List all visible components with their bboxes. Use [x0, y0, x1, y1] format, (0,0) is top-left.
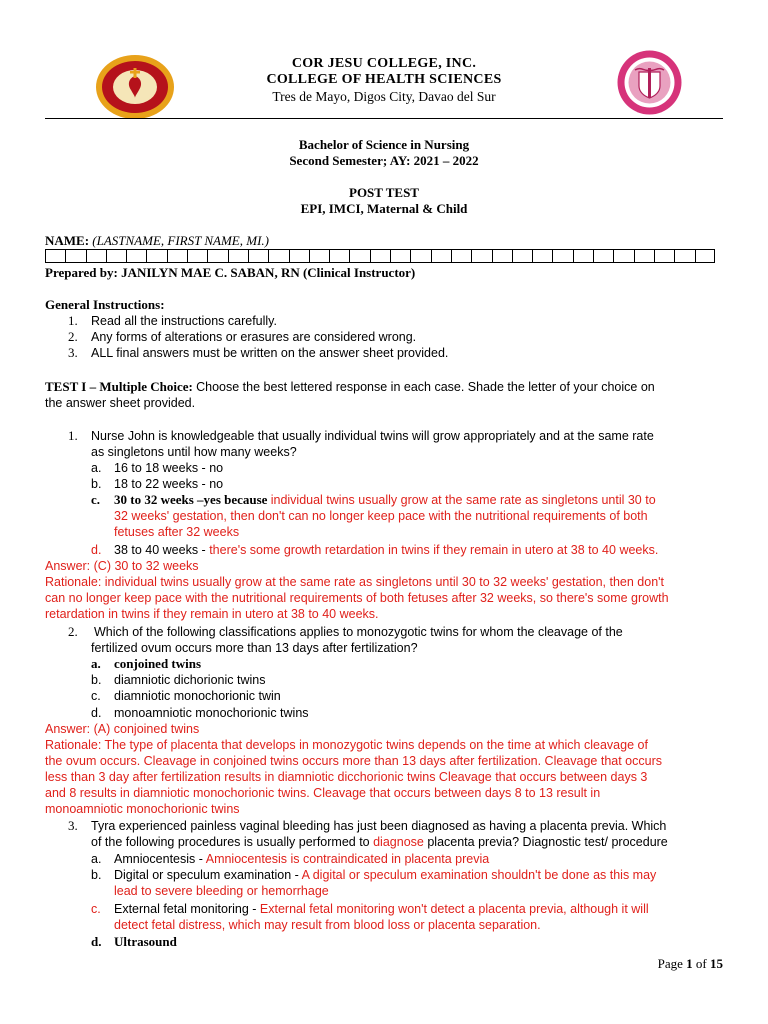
- question-text: fertilized ovum occurs more than 13 days after fertilization?: [91, 641, 418, 655]
- name-box[interactable]: [106, 249, 126, 263]
- question-number: 1.: [68, 428, 78, 443]
- rationale: can no longer keep pace with the nutritional requirements of both fetuses after 32 weeks, so there's some growth: [45, 591, 669, 605]
- option-text: 16 to 18 weeks - no: [114, 461, 224, 475]
- name-box[interactable]: [410, 249, 430, 263]
- name-box[interactable]: [187, 249, 207, 263]
- name-box[interactable]: [532, 249, 552, 263]
- name-box[interactable]: [451, 249, 471, 263]
- instruction-item: ALL final answers must be written on the answer sheet provided.: [91, 346, 449, 360]
- answer: Answer: (A) conjoined twins: [45, 722, 200, 736]
- name-box[interactable]: [573, 249, 593, 263]
- name-box[interactable]: [86, 249, 106, 263]
- option-text: [114, 867, 656, 883]
- name-box[interactable]: [268, 249, 288, 263]
- option-explanation: there's some growth retardation in twins if they remain in utero at 38 to 40 weeks.: [209, 543, 659, 557]
- department-name: COLLEGE OF HEALTH SCIENCES: [266, 72, 502, 87]
- option-letter: a.: [91, 852, 102, 866]
- name-box[interactable]: [45, 249, 65, 263]
- instruction-num: 1.: [68, 313, 78, 328]
- option-letter: c.: [91, 902, 101, 916]
- option-explanation: External fetal monitoring won't detect a placenta previa, although it will: [259, 902, 649, 916]
- option-letter: c.: [91, 492, 101, 507]
- instruction-num: 2.: [68, 329, 78, 344]
- test-subject: EPI, IMCI, Maternal & Child: [300, 201, 468, 216]
- option-text-main: Digital or speculum examination -: [114, 868, 299, 882]
- option-explanation: fetuses after 32 weeks: [114, 525, 240, 539]
- name-box[interactable]: [248, 249, 268, 263]
- option-text: [114, 851, 489, 867]
- option-letter: d.: [91, 543, 102, 557]
- option-text: [114, 542, 658, 558]
- page-indicator: [658, 956, 723, 972]
- option-letter: b.: [91, 477, 102, 491]
- option-letter: a.: [91, 656, 101, 671]
- question-text-part: placenta previa? Diagnostic test/ procedure: [427, 835, 668, 849]
- question-text: Nurse John is knowledgeable that usually individual twins will grow appropriately and at the same rate: [91, 429, 654, 443]
- question-text: Which of the following classifications applies to monozygotic twins for whom the cleavage of the: [94, 625, 623, 639]
- option-text: [114, 492, 656, 508]
- name-box[interactable]: [431, 249, 451, 263]
- question-number: 2.: [68, 624, 78, 639]
- page-total: 15: [710, 956, 723, 971]
- option-text: 18 to 22 weeks - no: [114, 477, 224, 491]
- of-word: of: [695, 956, 707, 971]
- name-box[interactable]: [471, 249, 491, 263]
- name-box[interactable]: [512, 249, 532, 263]
- header-divider: [45, 118, 723, 119]
- test1-intro-text: the answer sheet provided.: [45, 396, 196, 410]
- question-text: Tyra experienced painless vaginal bleeding has just been diagnosed as having a placenta previa. Which: [91, 819, 667, 833]
- semester: Second Semester; AY: 2021 – 2022: [289, 153, 479, 168]
- name-box[interactable]: [65, 249, 85, 263]
- option-explanation: detect fetal distress, which may result from blood loss or placenta separation.: [114, 918, 541, 932]
- instruction-num: 3.: [68, 345, 78, 360]
- name-box[interactable]: [167, 249, 187, 263]
- option-text-main: 38 to 40 weeks -: [114, 543, 206, 557]
- name-box[interactable]: [329, 249, 349, 263]
- rationale: the ovum occurs. Cleavage in conjoined twins occurs more than 13 days after fertilization. Cleavage that occurs: [45, 754, 662, 768]
- option-letter: c.: [91, 689, 101, 703]
- option-explanation: individual twins usually grow at the same rate as singletons until 30 to: [270, 493, 656, 507]
- name-box[interactable]: [674, 249, 694, 263]
- college-name: COR JESU COLLEGE, INC.: [291, 56, 477, 71]
- name-box[interactable]: [228, 249, 248, 263]
- name-box[interactable]: [126, 249, 146, 263]
- test1-intro: [45, 379, 655, 395]
- name-box[interactable]: [207, 249, 227, 263]
- option-letter: b.: [91, 673, 102, 687]
- option-explanation: 32 weeks' gestation, then don't can no longer keep pace with the nutritional requirements of both: [114, 509, 648, 523]
- name-field-row: [45, 233, 269, 249]
- name-input-boxes[interactable]: [45, 249, 715, 263]
- option-explanation: lead to severe bleeding or hemorrhage: [114, 884, 329, 898]
- option-explanation: Amniocentesis is contraindicated in placenta previa: [205, 852, 490, 866]
- rationale: less than 3 day after fertilization results in diamniotic dicchorionic twins Cleavage that occurs between days 3: [45, 770, 648, 784]
- name-box[interactable]: [634, 249, 654, 263]
- name-box[interactable]: [593, 249, 613, 263]
- name-box[interactable]: [613, 249, 633, 263]
- prepared-by: Prepared by: JANILYN MAE C. SABAN, RN (Clinical Instructor): [45, 265, 416, 280]
- option-answer-bold: 30 to 32 weeks –yes because: [114, 492, 268, 507]
- option-text: monoamniotic monochorionic twins: [114, 706, 309, 720]
- page-word: Page: [657, 956, 683, 971]
- name-label: NAME:: [45, 233, 90, 248]
- instruction-item: Read all the instructions carefully.: [91, 314, 277, 328]
- option-letter: d.: [91, 934, 102, 949]
- answer: Answer: (C) 30 to 32 weeks: [45, 559, 199, 573]
- page-number: 1: [686, 956, 693, 971]
- rationale: monoamniotic monochorionic twins: [45, 802, 240, 816]
- option-text: Ultrasound: [114, 934, 177, 949]
- name-hint: (LASTNAME, FIRST NAME, MI.): [92, 233, 269, 248]
- name-box[interactable]: [654, 249, 674, 263]
- instructions-heading: General Instructions:: [45, 297, 165, 312]
- option-text: diamniotic monochorionic twin: [114, 689, 281, 703]
- name-box[interactable]: [289, 249, 309, 263]
- name-box[interactable]: [370, 249, 390, 263]
- rationale: Rationale: individual twins usually grow at the same rate as singletons until 30 to 32 weeks' gestation, then don't: [45, 575, 665, 589]
- name-box[interactable]: [146, 249, 166, 263]
- test1-heading: TEST I – Multiple Choice:: [45, 379, 193, 394]
- name-box[interactable]: [349, 249, 369, 263]
- option-explanation: A digital or speculum examination shouldn't be done as this may: [301, 868, 657, 882]
- name-box[interactable]: [309, 249, 329, 263]
- option-text-main: External fetal monitoring -: [114, 902, 257, 916]
- rationale: and 8 results in diamniotic monochorionic twins. Cleavage that occurs between days 8 to 13 result in: [45, 786, 601, 800]
- program-title: Bachelor of Science in Nursing: [298, 137, 470, 152]
- question-text: [91, 834, 668, 850]
- rationale: Rationale: The type of placenta that develops in monozygotic twins depends on the time at which cleavage of: [45, 738, 648, 752]
- name-box[interactable]: [552, 249, 572, 263]
- option-letter: a.: [91, 461, 102, 475]
- option-letter: b.: [91, 868, 102, 882]
- option-text-main: Amniocentesis -: [114, 852, 203, 866]
- name-box[interactable]: [390, 249, 410, 263]
- test1-intro-text: Choose the best lettered response in each case. Shade the letter of your choice on: [196, 380, 655, 394]
- rationale: retardation in twins if they remain in utero at 38 to 40 weeks.: [45, 607, 379, 621]
- option-letter: d.: [91, 706, 102, 720]
- test-name: POST TEST: [349, 185, 419, 200]
- option-text: conjoined twins: [114, 656, 202, 671]
- name-box[interactable]: [492, 249, 512, 263]
- address: Tres de Mayo, Digos City, Davao del Sur: [272, 89, 496, 104]
- question-highlight: diagnose: [373, 835, 424, 849]
- question-text: as singletons until how many weeks?: [91, 445, 297, 459]
- option-text: diamniotic dichorionic twins: [114, 673, 266, 687]
- question-number: 3.: [68, 818, 78, 833]
- name-box[interactable]: [695, 249, 715, 263]
- question-text-part: of the following procedures is usually performed to: [91, 835, 370, 849]
- instruction-item: Any forms of alterations or erasures are considered wrong.: [91, 330, 417, 344]
- option-text: [114, 901, 649, 917]
